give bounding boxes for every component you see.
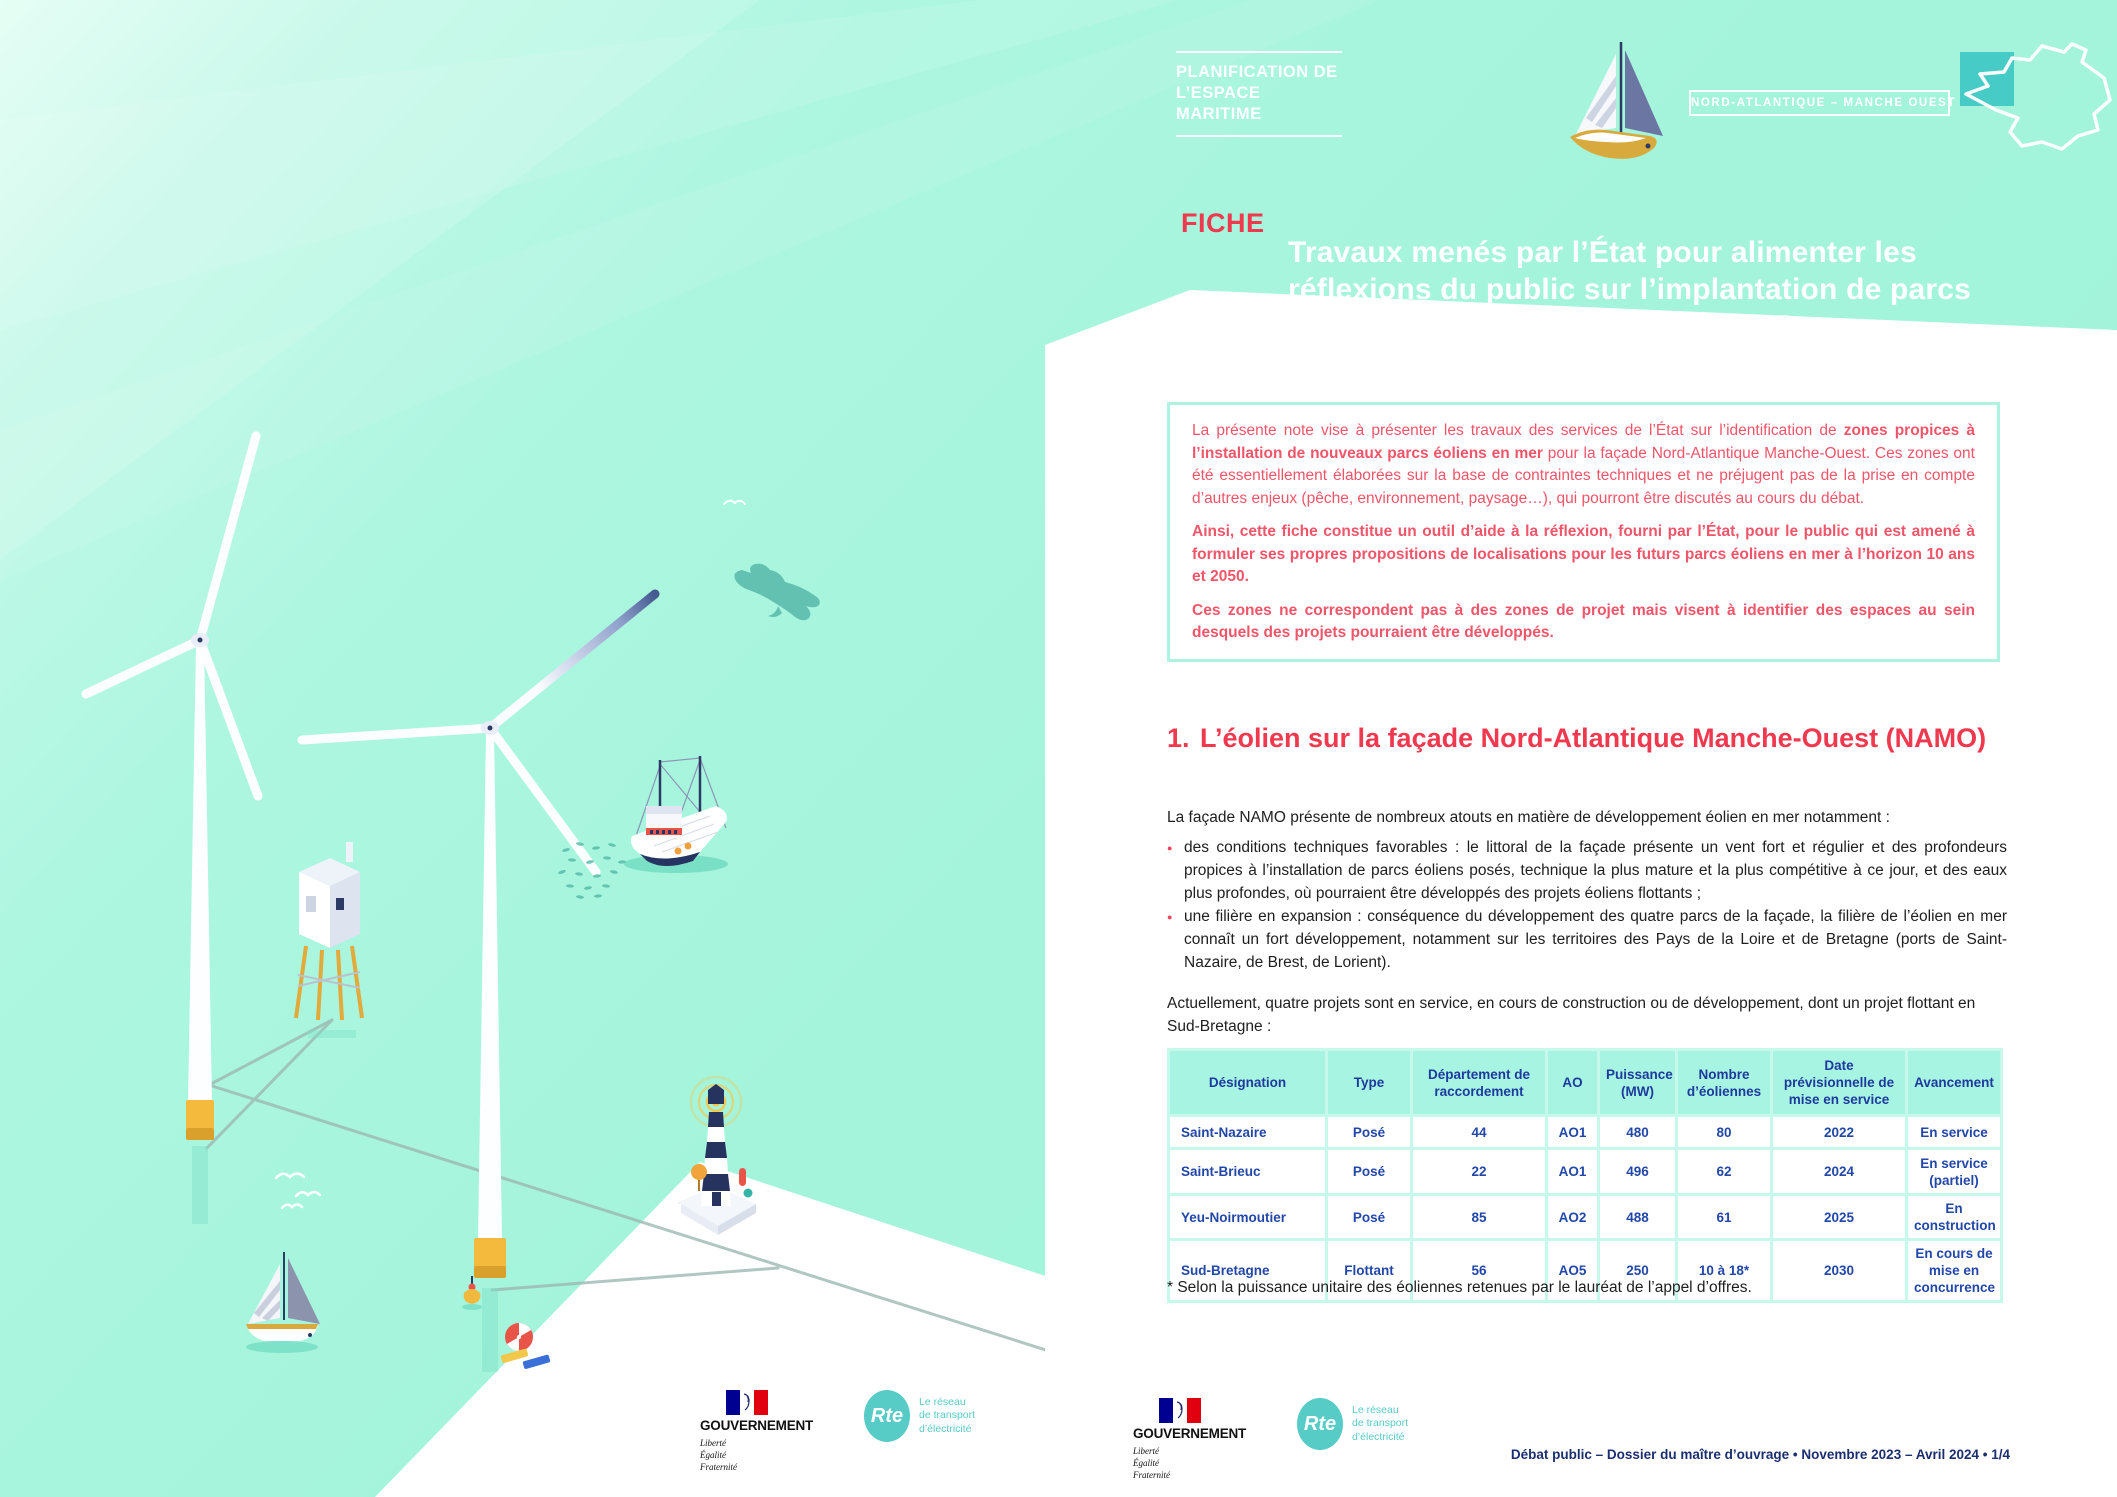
gouvernement-logo	[1133, 1398, 1265, 1481]
advantages-list	[1167, 836, 2007, 974]
whale-icon	[734, 564, 819, 621]
offshore-substation-icon	[296, 842, 362, 1038]
cell-puissance: 488	[1599, 1195, 1677, 1240]
cell-avancement: En cours de mise en concurrence	[1907, 1240, 2002, 1302]
program-label	[1176, 51, 1342, 137]
rte-mark-icon: Rte	[1297, 1398, 1343, 1450]
namo-region-highlight	[1960, 52, 2014, 106]
cell-designation: Sud-Bretagne	[1169, 1240, 1327, 1302]
table-row	[1169, 1116, 2002, 1149]
cell-avancement: En service (partiel)	[1907, 1149, 2002, 1195]
cell-type: Posé	[1327, 1149, 1412, 1195]
cell-type: Posé	[1327, 1195, 1412, 1240]
rte-tagline: Le réseau de transport d’électricité	[919, 1395, 976, 1435]
projects-intro-paragraph: Actuellement, quatre projets sont en service, en cours de construction ou de développement, dont un projet flottant en Sud-Bretagne :	[1167, 995, 1976, 1035]
cell-departement: 44	[1412, 1116, 1547, 1149]
section-lead-paragraph: La façade NAMO présente de nombreux atouts en matière de développement éolien en mer notamment :	[1167, 809, 1890, 826]
facade-badge: NORD-ATLANTIQUE – MANCHE OUEST	[1689, 90, 1950, 116]
table-row	[1169, 1195, 2002, 1240]
sailboat-icon	[246, 1252, 320, 1353]
column-header: Département de raccordement	[1412, 1050, 1547, 1116]
table-header-row	[1169, 1050, 2002, 1116]
table-row	[1169, 1149, 2002, 1195]
gouvernement-motto: Liberté Égalité Fraternité	[1133, 1446, 1170, 1480]
cell-designation: Saint-Brieuc	[1169, 1149, 1327, 1195]
intro-paragraph-1: La présente note vise à présenter les travaux des services de l’État sur l’identification de zones propices à l’installation de nouveaux parcs éoliens en mer pour la façade Nord-Atlantique Manche-Ouest. Ces zones ont été essentiellement élaborées sur la base de contraintes techniques et ne préjugent pas de la prise en compte d’autres enjeux (pêche, environnement, paysage…), qui pourront être discutés au cours du débat.	[1192, 422, 1976, 507]
column-header: Puissance (MW)	[1599, 1050, 1677, 1116]
page-title-line1: Travaux menés par l’État pour alimenter les	[1288, 236, 1917, 269]
page-title-line3: éoliens en mer sur la façade NAMO	[1288, 310, 1797, 343]
fiche-label: FICHE	[1181, 208, 1265, 238]
cell-eoliennes: 61	[1677, 1195, 1772, 1240]
divider	[1176, 135, 1342, 137]
gouvernement-motto: Liberté Égalité Fraternité	[700, 1438, 737, 1472]
gouvernement-label: GOUVERNEMENT	[1133, 1426, 1247, 1441]
cell-date: 2030	[1772, 1240, 1907, 1302]
cell-designation: Yeu-Noirmoutier	[1169, 1195, 1327, 1240]
cell-type: Posé	[1327, 1116, 1412, 1149]
section-number: 1.	[1167, 723, 1190, 753]
cell-ao: AO1	[1547, 1149, 1599, 1195]
cell-ao: AO2	[1547, 1195, 1599, 1240]
list-item: ● une filière en expansion : conséquence du développement des quatre parcs de la façade, la filière de l’éolien en mer connaît un fort développement, notamment sur les territoires des Pays de la Loire et de Bretagne (ports de Saint-Nazaire, de Brest, de Lorient).	[1167, 905, 2007, 974]
cell-puissance: 480	[1599, 1116, 1677, 1149]
lighthouse-icon	[668, 1077, 756, 1235]
french-flag-icon	[1159, 1398, 1201, 1423]
program-label-line1: PLANIFICATION DE	[1176, 63, 1338, 81]
cell-puissance: 250	[1599, 1240, 1677, 1302]
cell-eoliennes: 62	[1677, 1149, 1772, 1195]
column-header: Nombre d’éoliennes	[1677, 1050, 1772, 1116]
cell-date: 2025	[1772, 1195, 1907, 1240]
wind-turbine-icon	[86, 436, 258, 1224]
cell-ao: AO1	[1547, 1116, 1599, 1149]
intro-paragraph-3: Ces zones ne correspondent pas à des zones de projet mais visent à identifier des espaces au sein desquels des projets pourraient être développés.	[1192, 601, 1975, 641]
list-item: ● des conditions techniques favorables : le littoral de la façade présente un vent fort et régulier et des profondeurs propices à l’installation de parcs éoliens posés, technique la plus mature et la plus compétitive à ce jour, et des eaux plus profondes, où pourraient être développés des projets éoliens flottants ;	[1167, 836, 2007, 905]
column-header: Date prévisionnelle de mise en service	[1772, 1050, 1907, 1116]
table-footnote: * Selon la puissance unitaire des éoliennes retenues par le lauréat de l’appel d’offres.	[1167, 1279, 1752, 1296]
section-heading	[1167, 720, 2007, 756]
france-map-icon	[1960, 44, 2110, 149]
projects-table	[1167, 1048, 2003, 1303]
cell-departement: 85	[1412, 1195, 1547, 1240]
footer-logos	[700, 1390, 975, 1473]
cell-date: 2024	[1772, 1149, 1907, 1195]
column-header: AO	[1547, 1050, 1599, 1116]
intro-highlight-box	[1167, 402, 2000, 662]
gouvernement-label: GOUVERNEMENT	[700, 1418, 814, 1433]
rte-logo	[1297, 1398, 1408, 1450]
column-header: Désignation	[1169, 1050, 1327, 1116]
rte-tagline: Le réseau de transport d’électricité	[1352, 1403, 1409, 1443]
page-title	[1288, 234, 2068, 345]
cell-date: 2022	[1772, 1116, 1907, 1149]
wind-turbine-icon	[302, 594, 655, 1372]
rte-logo	[864, 1390, 975, 1442]
cell-ao: AO5	[1547, 1240, 1599, 1302]
column-header: Type	[1327, 1050, 1412, 1116]
cell-departement: 22	[1412, 1149, 1547, 1195]
cell-eoliennes: 10 à 18*	[1677, 1240, 1772, 1302]
page-footer-info: Débat public – Dossier du maître d’ouvrage • Novembre 2023 – Avril 2024 • 1/4	[1510, 1447, 2010, 1462]
cell-puissance: 496	[1599, 1149, 1677, 1195]
cell-departement: 56	[1412, 1240, 1547, 1302]
cell-type: Flottant	[1327, 1240, 1412, 1302]
intro-bold-phrase: zones propices à l’installation de nouveaux parcs éoliens en mer	[1192, 422, 1976, 462]
intro-paragraph-2: Ainsi, cette fiche constitue un outil d’aide à la réflexion, fourni par l’État, pour le public qui est amené à formuler ses propres propositions de localisations pour les futurs parcs éoliens en mer à l’horizon 10 ans et 2050.	[1192, 523, 1975, 585]
section-heading-text: L’éolien sur la façade Nord-Atlantique Manche-Ouest (NAMO)	[1200, 723, 1987, 753]
gouvernement-logo	[700, 1390, 832, 1473]
rte-mark-icon: Rte	[864, 1390, 910, 1442]
cell-avancement: En service	[1907, 1116, 2002, 1149]
column-header: Avancement	[1907, 1050, 2002, 1116]
footer-logos	[1133, 1398, 1408, 1481]
french-flag-icon	[726, 1390, 768, 1415]
cell-avancement: En construction	[1907, 1195, 2002, 1240]
fishing-boat-icon	[624, 756, 728, 873]
cell-eoliennes: 80	[1677, 1116, 1772, 1149]
page-title-line2: réflexions du public sur l’implantation de parcs	[1288, 273, 1972, 306]
cell-designation: Saint-Nazaire	[1169, 1116, 1327, 1149]
sailboat-emblem-icon	[1570, 42, 1663, 159]
program-label-line2: L’ESPACE MARITIME	[1176, 84, 1262, 123]
buoy-icon	[462, 1276, 482, 1310]
